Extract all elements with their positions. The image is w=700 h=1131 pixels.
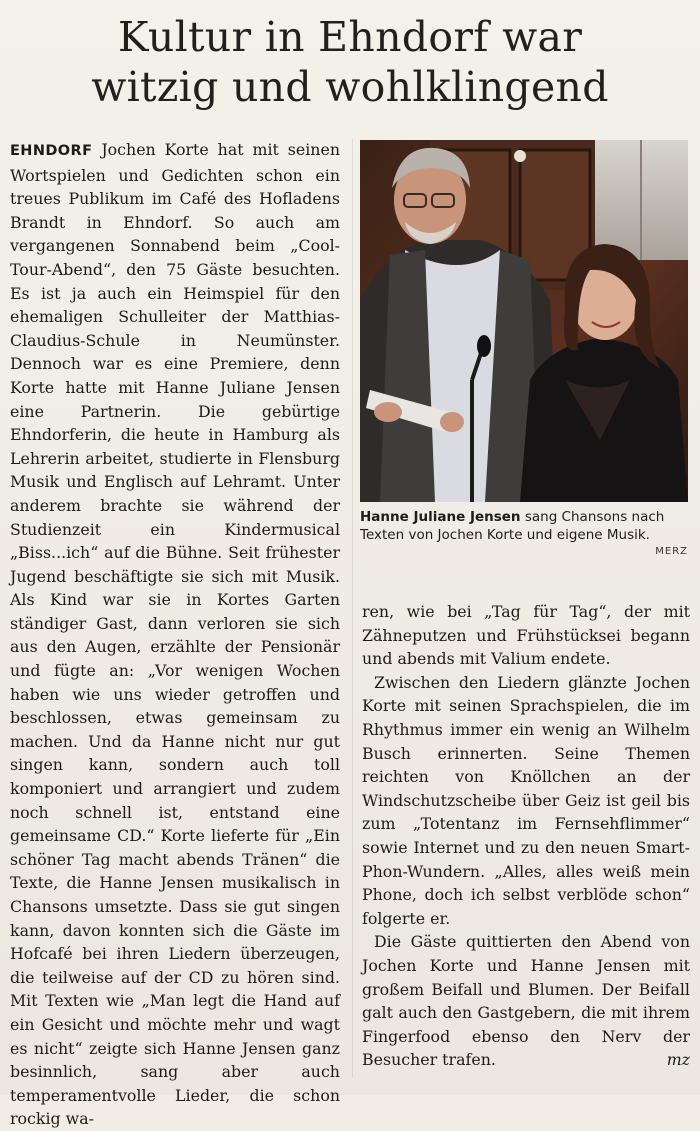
column-divider: [352, 138, 353, 1078]
paragraph-closing: [362, 930, 690, 1072]
photo-credit: MERZ: [655, 546, 688, 557]
caption-text: sang Chansons nach Texten von Jochen Korte und eigene Musik.: [360, 509, 665, 543]
photo-caption: [360, 508, 688, 544]
paragraph-lead: [10, 138, 340, 1131]
article-column-right: [362, 600, 690, 1072]
article-column-left: [10, 138, 340, 1131]
author-signature: mz: [666, 1050, 690, 1070]
headline-line-1: Kultur in Ehndorf war: [117, 13, 583, 61]
paragraph-continuation: ren, wie bei „Tag für Tag“, der mit Zähneputzen und Frühstücksei begann und abends mit Valium endete.: [362, 602, 690, 669]
caption-name: Hanne Juliane Jensen: [360, 509, 521, 525]
article-photo: [360, 140, 688, 502]
dateline: EHNDORF: [10, 143, 93, 159]
headline-line-2: witzig und wohlklingend: [91, 63, 609, 111]
lead-text: Jochen Korte hat mit seinen Wortspielen und Gedichten schon ein treues Publikum im Café des Hofladens Brandt in Ehndorf. So auch am vergangenen Sonnabend beim „Cool-Tour-Abend“, den 75 Gäste besuchten. Es ist ja auch ein Heimspiel für den ehemaligen Schulleiter der Matthias-Claudius-Schule in Neumünster. Dennoch war es eine Premiere, denn Korte hatte mit Hanne Juliane Jensen eine Partnerin. Die gebürtige Ehndorferin, die heute in Hamburg als Lehrerin arbeitet, studierte in Flensburg Musik und Englisch auf Lehramt. Unter anderem brachte sie während der Studienzeit ein Kindermusical „Biss...ich“ auf die Bühne. Seit frühester Jugend beschäftigte sie sich mit Musik. Als Kind war sie in Kortes Garten ständiger Gast, dann verloren sie sich aus den Augen, erzählte der Pensionär und fügte an: „Vor wenigen Wochen haben wie uns wieder getroffen und beschlossen, etwas gemeinsam zu machen. Und da Hanne nicht nur gut singen kann, sondern auch toll komponiert und arrangiert und zudem noch schnell ist, entstand eine gemeinsame CD.“ Korte lieferte für „Ein schöner Tag macht abends Tränen“ die Texte, die Hanne Jensen musikalisch in Chansons umsetzte. Dass sie gut singen kann, davon konnten sich die Gäste im Hofcafé bei ihren Liedern überzeugen, die teilweise auf der CD zu hören sind. Mit Texten wie „Man legt die Hand auf ein Gesicht und möchte mehr und wagt es nicht“ zeigte sich Hanne Jensen ganz besinnlich, sang aber auch temperamentvolle Lieder, die schon rockig wa-: [10, 140, 340, 1129]
paragraph-wordplay: Zwischen den Liedern glänzte Jochen Korte mit seinen Sprachspielen, die im Rhythmus immer ein wenig an Wilhelm Busch erinnerten. Seine Themen reichten von Knöllchen an der Windschutzscheibe über Geiz ist geil bis zum „Totentanz im Fernsehflimmer“ sowie Internet und zu den neuen Smart-Phon-Wundern. „Alles, alles weiß mein Phone, doch ich selbst verblöde schon“ folgerte er.: [362, 672, 690, 928]
closing-text: Die Gäste quittierten den Abend von Jochen Korte und Hanne Jensen mit großem Beifall und Blumen. Der Beifall galt auch den Gastgebern, die mit ihrem Fingerfood ebenso den Nerv der Besucher trafen.: [362, 932, 690, 1070]
photo-illustration: [360, 140, 688, 502]
